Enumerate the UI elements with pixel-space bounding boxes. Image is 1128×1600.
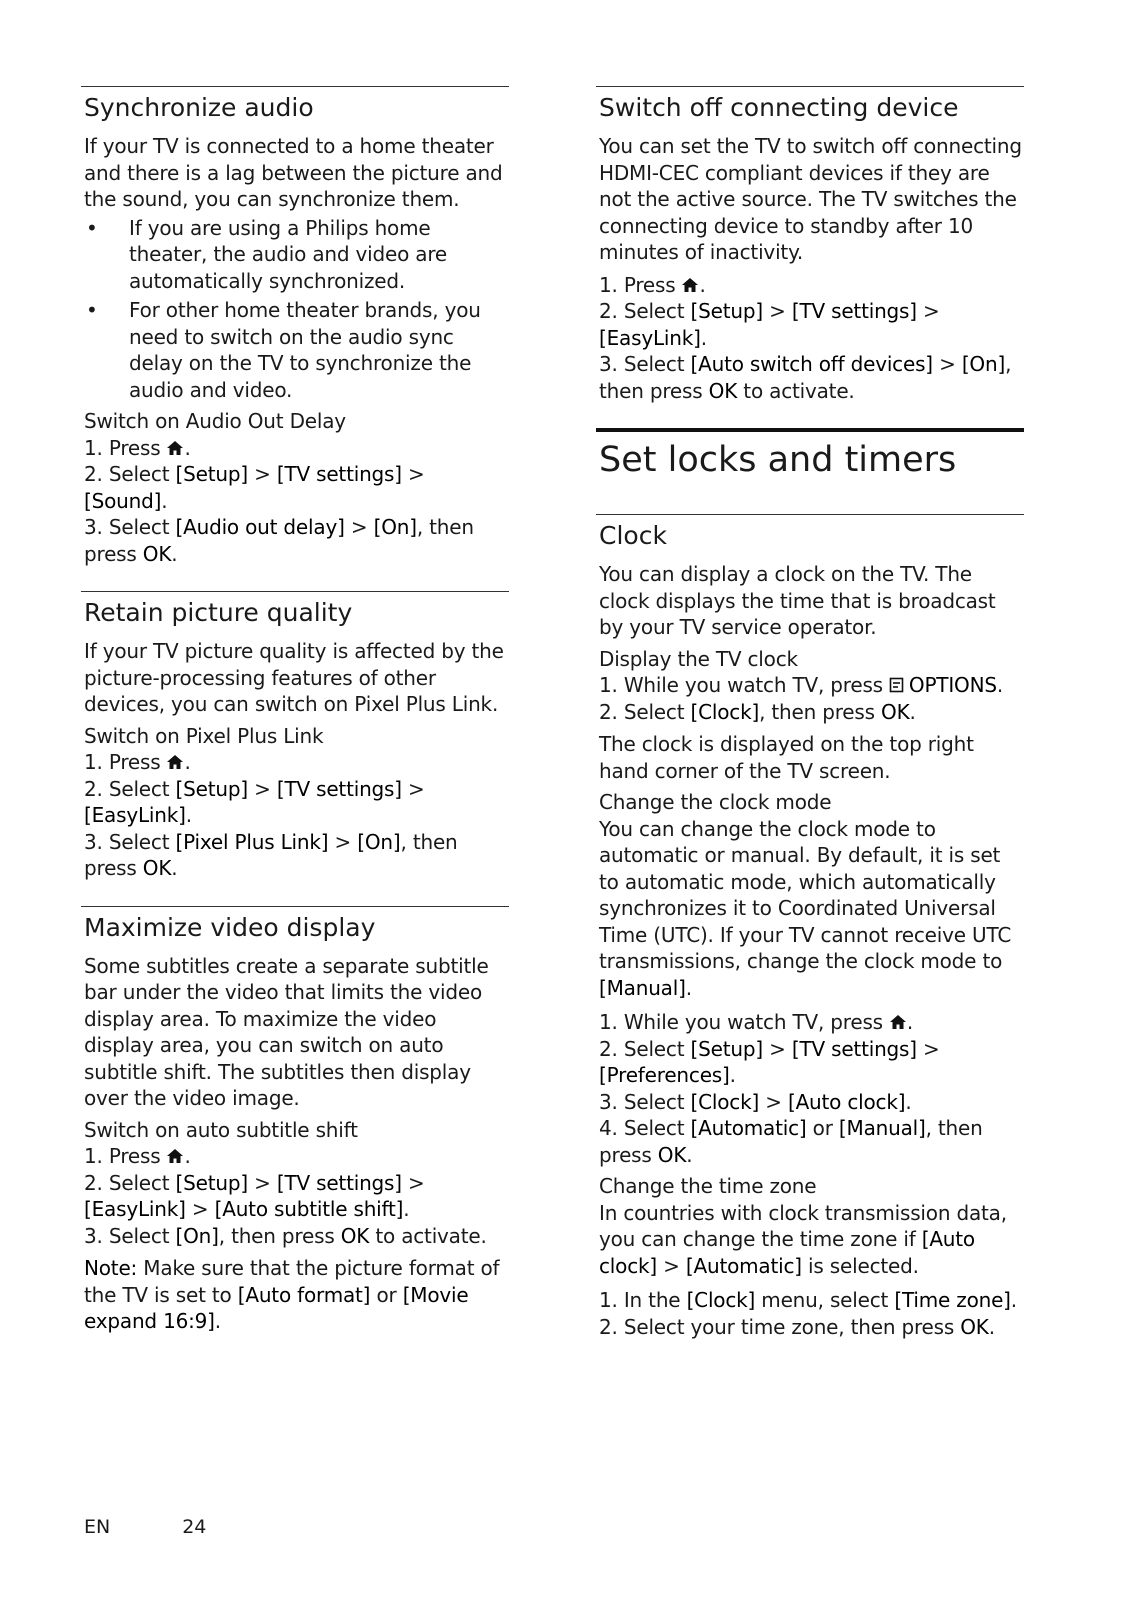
step-1: 1. While you watch TV, press . bbox=[599, 1010, 914, 1034]
bullet-icon: • bbox=[86, 215, 98, 240]
step-2: 2. Select [Setup] > [TV settings] > [EasyLink]. bbox=[599, 299, 940, 350]
subheading: Switch on Audio Out Delay bbox=[84, 409, 346, 433]
section-title: Maximize video display bbox=[84, 912, 376, 942]
subheading: Change the time zone bbox=[599, 1174, 817, 1198]
section-intro: Some subtitles create a separate subtitle bar under the video that limits the video display area. To maximize the video display area, you can switch on auto subtitle shift. The subtitles then display over the video image. bbox=[84, 953, 489, 1110]
step-2: 2. Select [Setup] > [TV settings] > [Sound]. bbox=[84, 462, 425, 513]
step-2: 2. Select [Setup] > [TV settings] > [EasyLink]. bbox=[84, 776, 425, 827]
step-2: 2. Select [Setup] > [TV settings] > [EasyLink] > [Auto subtitle shift]. bbox=[84, 1170, 425, 1221]
page-number: 24 bbox=[182, 1516, 207, 1538]
section-intro: You can display a clock on the TV. The clock displays the time that is broadcast by your TV service operator. bbox=[599, 562, 996, 639]
section-intro: If your TV picture quality is affected by the picture-processing features of other devices, you can switch on Pixel Plus Link. bbox=[84, 639, 504, 716]
section-maximize-video-display bbox=[81, 906, 509, 1335]
step-3: 3. Select [Auto switch off devices] > [On], then press OK to activate. bbox=[599, 352, 1012, 403]
footer-language: EN bbox=[84, 1516, 111, 1538]
left-column bbox=[81, 86, 509, 1359]
section-title: Switch off connecting device bbox=[599, 93, 959, 122]
step-2: 2. Select your time zone, then press OK. bbox=[599, 1314, 995, 1339]
section-synchronize-audio bbox=[81, 86, 509, 567]
section-switch-off-connecting-device bbox=[596, 86, 1024, 404]
right-column bbox=[596, 86, 1024, 1364]
step-2: 2. Select [Setup] > [TV settings] > [Preferences]. bbox=[599, 1036, 940, 1087]
step-1: 1. In the [Clock] menu, select [Time zone]. bbox=[599, 1288, 1017, 1312]
section-intro: You can set the TV to switch off connecting HDMI-CEC compliant devices if they are not the active source. The TV switches the connecting device to standby after 10 minutes of inactivity. bbox=[599, 134, 1022, 264]
home-icon bbox=[166, 1148, 184, 1164]
step-3: 3. Select [Pixel Plus Link] > [On], then press OK. bbox=[84, 829, 458, 880]
note: Note: Make sure that the picture format of the TV is set to [Auto format] or [Movie expand 16:9]. bbox=[84, 1256, 500, 1333]
chapter-heading bbox=[596, 428, 1024, 482]
section-retain-picture-quality bbox=[81, 591, 509, 882]
clock-note: The clock is displayed on the top right hand corner of the TV screen. bbox=[599, 732, 974, 783]
step-1: 1. Press . bbox=[84, 1144, 191, 1168]
home-icon bbox=[681, 277, 699, 293]
home-icon bbox=[166, 440, 184, 456]
clock-mode-text: You can change the clock mode to automatic or manual. By default, it is set to automatic mode, which automatically synchronizes it to Coordinated Universal Time (UTC). If your TV cannot receive UTC transmissions, change the clock mode to [Manual]. bbox=[599, 816, 1012, 1000]
section-title: Synchronize audio bbox=[84, 93, 314, 122]
step-1: 1. Press . bbox=[84, 435, 191, 460]
subheading: Switch on Pixel Plus Link bbox=[84, 723, 324, 748]
home-icon bbox=[166, 754, 184, 770]
bullet-icon: • bbox=[86, 298, 98, 322]
subheading: Change the clock mode bbox=[599, 790, 832, 814]
options-icon bbox=[889, 677, 905, 694]
time-zone-text: In countries with clock transmission data, you can change the time zone if [Auto clock] > [Automatic] is selected. bbox=[599, 1200, 1007, 1278]
chapter-title: Set locks and timers bbox=[599, 440, 957, 480]
section-intro: If your TV is connected to a home theater and there is a lag between the picture and the sound, you can synchronize them. bbox=[84, 134, 503, 211]
home-icon bbox=[889, 1014, 907, 1030]
subheading: Display the TV clock bbox=[599, 646, 798, 671]
step-3: 3. Select [Clock] > [Auto clock]. bbox=[599, 1089, 912, 1114]
list-item: • If you are using a Philips home theater, the audio and video are automatically synchronized. bbox=[86, 215, 448, 293]
step-3: 3. Select [On], then press OK to activate. bbox=[84, 1223, 487, 1248]
step-2: 2. Select [Clock], then press OK. bbox=[599, 699, 916, 724]
subheading: Switch on auto subtitle shift bbox=[84, 1117, 358, 1142]
page-footer bbox=[84, 1516, 278, 1538]
bullet-list bbox=[81, 215, 509, 404]
section-title: Retain picture quality bbox=[84, 598, 353, 627]
step-1: 1. Press . bbox=[599, 272, 706, 297]
step-1: 1. While you watch TV, press OPTIONS. bbox=[599, 673, 1003, 697]
section-clock bbox=[596, 514, 1024, 1340]
step-1: 1. Press . bbox=[84, 750, 191, 774]
step-4: 4. Select [Automatic] or [Manual], then press OK. bbox=[599, 1116, 983, 1167]
list-item: • For other home theater brands, you need to switch on the audio sync delay on the TV to synchronize the audio and video. bbox=[86, 298, 481, 402]
section-title: Clock bbox=[599, 521, 667, 550]
step-3: 3. Select [Audio out delay] > [On], then press OK. bbox=[84, 515, 474, 566]
